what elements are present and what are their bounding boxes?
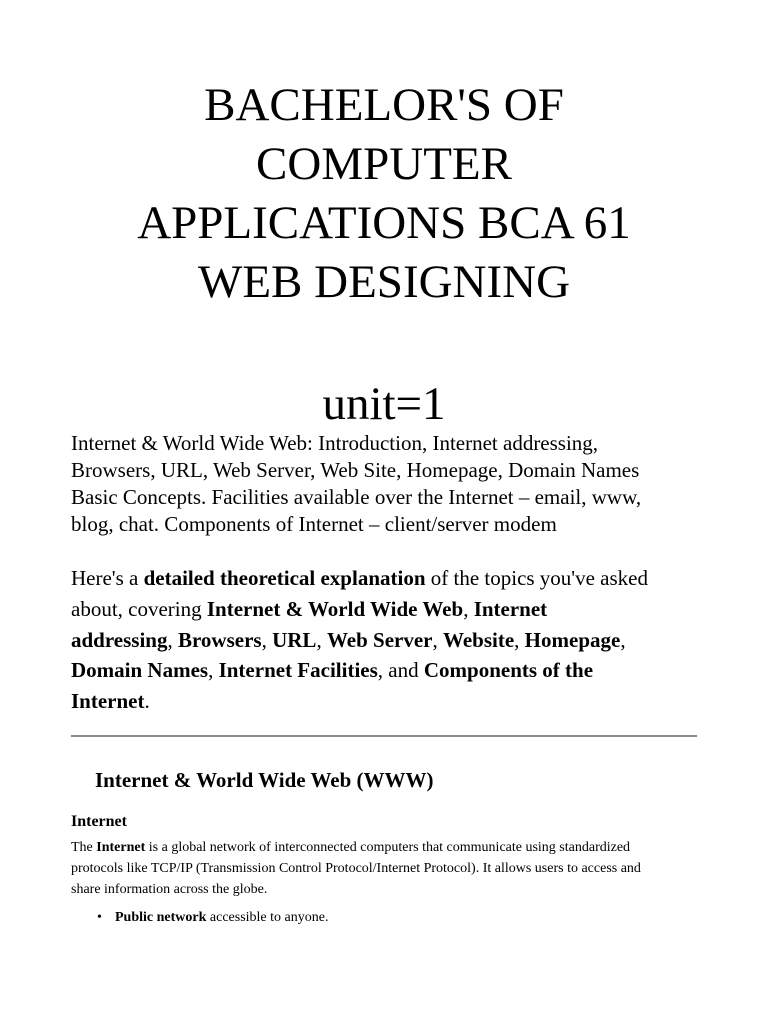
intro-bold-term: Website: [443, 627, 515, 652]
bullet-list: [71, 907, 711, 928]
syllabus-line: blog, chat. Components of Internet – client/server modem: [71, 512, 557, 536]
title-line: WEB DESIGNING: [197, 256, 571, 308]
intro-paragraph: [71, 563, 711, 717]
syllabus-line: Basic Concepts. Facilities available over the Internet – email, www,: [71, 485, 642, 509]
intro-text: ,: [432, 627, 443, 652]
intro-bold-term: Internet: [71, 689, 145, 714]
paragraph-line: [71, 837, 711, 858]
internet-paragraph: [71, 837, 711, 900]
list-item-text: accessible to anyone.: [206, 910, 329, 925]
intro-bold-term: detailed theoretical explanation: [143, 566, 426, 590]
intro-text: ,: [261, 627, 273, 652]
intro-line: [71, 625, 711, 656]
title-line: COMPUTER: [256, 138, 512, 190]
list-item: [71, 907, 711, 928]
intro-text: ,: [620, 627, 626, 652]
intro-text: ,: [208, 658, 219, 683]
intro-bold-term: Internet & World Wide Web: [206, 596, 464, 621]
paragraph-line: protocols like TCP/IP (Transmission Control Protocol/Internet Protocol). It allows users to access and: [71, 861, 641, 876]
title-line: BACHELOR'S OF: [204, 79, 564, 131]
intro-bold-term: Domain Names: [71, 658, 209, 683]
syllabus-line: Browsers, URL, Web Server, Web Site, Homepage, Domain Names: [71, 458, 640, 482]
paragraph-text: The: [71, 840, 97, 855]
intro-text: Here's a: [71, 566, 144, 590]
document-title: [0, 76, 768, 312]
unit-heading: unit=1: [322, 378, 446, 430]
syllabus-text: [71, 430, 711, 538]
intro-bold-term: Internet: [473, 596, 548, 621]
section-heading: Internet & World Wide Web (WWW): [95, 768, 434, 792]
section-subheading: Internet: [71, 813, 127, 830]
intro-line: [71, 686, 711, 717]
intro-bold-term: Web Server: [326, 627, 433, 652]
intro-text: of the topics you've asked: [425, 566, 648, 590]
intro-bold-term: addressing: [71, 627, 168, 652]
paragraph-text: is a global network of interconnected computers that communicate using standardized: [145, 840, 631, 855]
intro-line: [71, 594, 711, 625]
syllabus-line: Internet & World Wide Web: Introduction, Internet addressing,: [71, 431, 599, 455]
list-item-bold: Public network: [115, 910, 207, 925]
intro-line: [71, 655, 711, 686]
horizontal-divider: [71, 735, 697, 737]
intro-text: ,: [167, 627, 178, 652]
bullet-marker: •: [97, 910, 102, 925]
paragraph-line: share information across the globe.: [71, 882, 268, 897]
intro-bold-term: Internet Facilities: [218, 658, 378, 683]
intro-text: ,: [463, 596, 474, 621]
intro-text: ,: [514, 627, 525, 652]
intro-bold-term: Homepage: [524, 627, 621, 652]
intro-text: .: [144, 689, 150, 714]
intro-bold-term: URL: [272, 627, 317, 652]
intro-bold-term: Browsers: [177, 627, 262, 652]
intro-text: about, covering: [71, 596, 207, 621]
intro-line: [71, 563, 711, 594]
intro-bold-term: Components of the: [423, 658, 594, 683]
title-line: APPLICATIONS BCA 61: [137, 197, 631, 249]
intro-text: , and: [377, 658, 424, 683]
intro-text: ,: [316, 627, 327, 652]
paragraph-bold-term: Internet: [96, 840, 146, 855]
